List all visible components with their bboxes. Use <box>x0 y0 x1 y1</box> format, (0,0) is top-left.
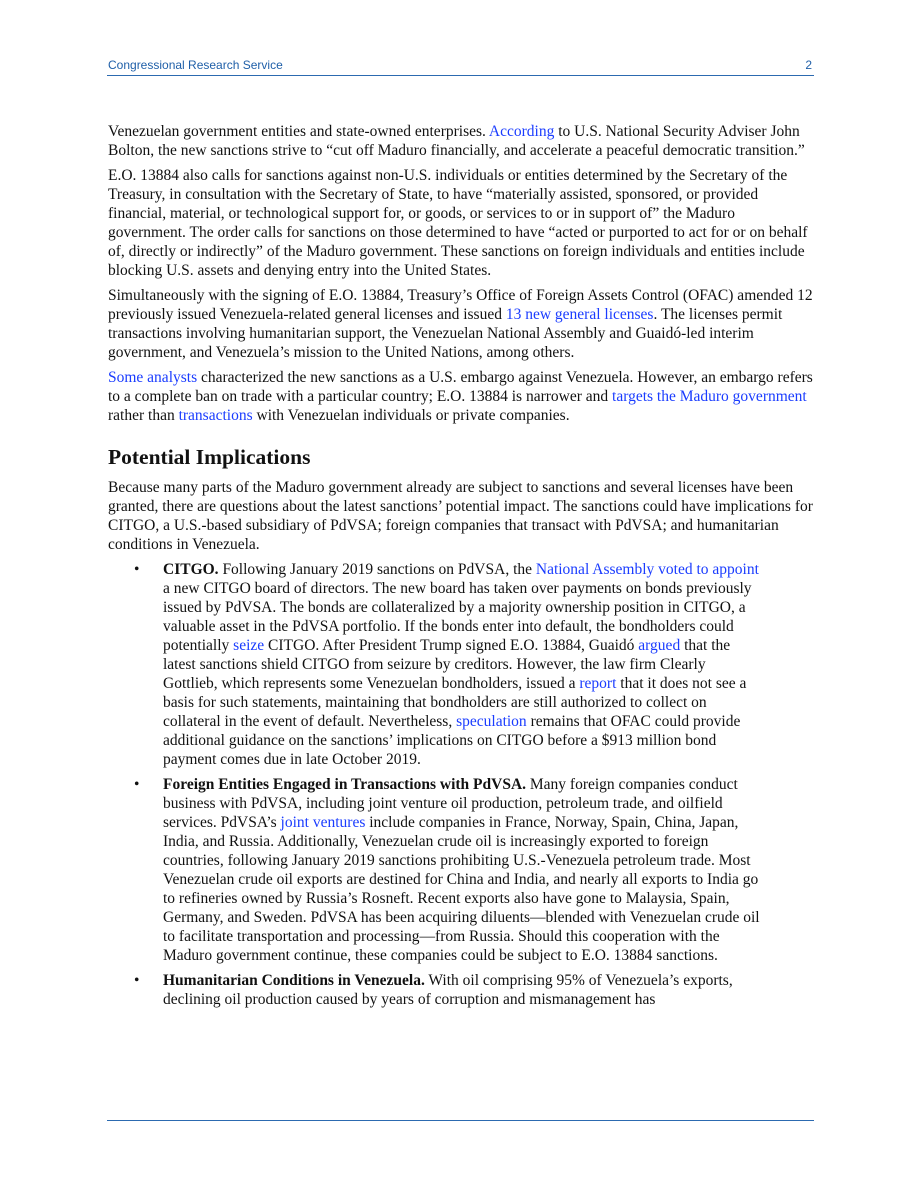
link-argued[interactable]: argued <box>638 637 681 654</box>
page-number: 2 <box>805 58 812 72</box>
link-report[interactable]: report <box>579 675 617 692</box>
document-body <box>108 122 814 1015</box>
bullet-icon: • <box>134 561 140 578</box>
section-heading: Potential Implications <box>108 445 311 469</box>
text-run: that it does not see a basis for such statements, maintaining that bondholders are still authorized to collect on collateral in the event of default. Nevertheless, <box>163 675 747 730</box>
text-run: include companies in France, Norway, Spain, China, Japan, India, and Russia. Additionally, Venezuelan crude oil is increasingly exported to foreign countries, following January 2019 sanctions prohibiting U.S.-Venezuela petroleum trade. Most Venezuelan crude oil exports are destined for China and India, and nearly all exports to India go to refineries owned by Russia’s Rosneft. Recent exports also have gone to Malaysia, Spain, Germany, and Sweden. PdVSA has been acquiring diluents—blended with Venezuelan crude oil to facilitate transportation and processing—from Russia. Should this cooperation with the Maduro government continue, these companies could be subject to E.O. 13884 sanctions. <box>163 814 760 964</box>
link-speculation[interactable]: speculation <box>456 713 527 730</box>
link-targets-maduro-government[interactable]: targets the Maduro government <box>612 388 807 405</box>
list-item <box>108 971 763 1009</box>
text-run: Simultaneously with the signing of E.O. 13884, Treasury’s Office of Foreign Assets Control (OFAC) amended 12 previously issued Venezuela-related general licenses and issued <box>108 287 813 323</box>
text-run: With oil comprising 95% of Venezuela’s exports, declining oil production caused by years of corruption and mismanagement has <box>163 972 733 1008</box>
text-run: that the latest sanctions shield CITGO from seizure by creditors. However, the law firm Clearly Gottlieb, which represents some Venezuelan bondholders, issued a <box>163 637 731 692</box>
text-run: Venezuelan government entities and state-owned enterprises. <box>108 123 489 140</box>
text-run: . The licenses permit transactions involving humanitarian support, the Venezuelan National Assembly and Guaidó-led interim government, and Venezuela’s mission to the United Nations, among others. <box>108 306 783 361</box>
text-run: Many foreign companies conduct business with PdVSA, including joint venture oil production, petroleum trade, and oilfield services. PdVSA’s <box>163 776 738 831</box>
paragraph-4 <box>108 368 814 425</box>
link-seize[interactable]: seize <box>233 637 265 654</box>
paragraph-1 <box>108 122 814 160</box>
header-organization: Congressional Research Service <box>108 58 283 72</box>
bullet-title: Foreign Entities Engaged in Transactions with PdVSA. <box>163 776 527 793</box>
list-item <box>108 560 763 769</box>
text-run: E.O. 13884 also calls for sanctions against non-U.S. individuals or entities determined by the Secretary of the Treasury, in consultation with the Secretary of State, to have “materially assisted, sponsored, or provided financial, material, or technological support for, or goods, or services to or in support of” the Maduro government. The order calls for sanctions on those determined to have “acted or purported to act for or on behalf of, directly or indirectly” of the Maduro government. These sanctions on foreign individuals and entities include blocking U.S. assets and denying entry into the United States. <box>108 167 808 279</box>
bullet-title: CITGO. <box>163 561 219 578</box>
text-run: with Venezuelan individuals or private companies. <box>252 407 570 424</box>
bullet-title: Humanitarian Conditions in Venezuela. <box>163 972 425 989</box>
section-intro: Because many parts of the Maduro government already are subject to sanctions and several licenses have been granted, there are questions about the latest sanctions’ potential impact. The sanctions could have implications for CITGO, a U.S.-based subsidiary of PdVSA; foreign companies that transact with PdVSA; and humanitarian conditions in Venezuela. <box>108 479 813 553</box>
text-run: a new CITGO board of directors. The new board has taken over payments on bonds previously issued by PdVSA. The bonds are collateralized by a majority ownership position in CITGO, a valuable asset in the PdVSA portfolio. If the bonds enter into default, the bondholders could potentially <box>163 580 752 654</box>
text-run: CITGO. After President Trump signed E.O. 13884, Guaidó <box>264 637 639 654</box>
bullet-icon: • <box>134 776 140 793</box>
list-item <box>108 775 763 965</box>
link-transactions[interactable]: transactions <box>178 407 253 424</box>
text-run: characterized the new sanctions as a U.S. embargo against Venezuela. However, an embargo refers to a complete ban on trade with a particular country; E.O. 13884 is narrower and <box>108 369 813 405</box>
paragraph-2 <box>108 166 814 280</box>
paragraph-3 <box>108 286 814 362</box>
page-header <box>107 57 814 76</box>
link-new-general-licenses[interactable]: 13 new general licenses <box>505 306 654 323</box>
text-run: to U.S. National Security Adviser John Bolton, the new sanctions strive to “cut off Maduro financially, and accelerate a peaceful democratic transition.” <box>108 123 805 159</box>
footer-divider <box>107 1120 814 1121</box>
link-joint-ventures[interactable]: joint ventures <box>280 814 366 831</box>
bullet-icon: • <box>134 972 140 989</box>
link-some-analysts[interactable]: Some analysts <box>108 369 198 386</box>
link-national-assembly-voted[interactable]: National Assembly voted to appoint <box>535 561 759 578</box>
text-run: rather than <box>108 407 179 424</box>
text-run: Following January 2019 sanctions on PdVSA, the <box>218 561 536 578</box>
link-according[interactable]: According <box>488 123 555 140</box>
text-run: remains that OFAC could provide additional guidance on the sanctions’ implications on CITGO before a $913 million bond payment comes due in late October 2019. <box>163 713 741 768</box>
bullet-list <box>108 560 814 1009</box>
